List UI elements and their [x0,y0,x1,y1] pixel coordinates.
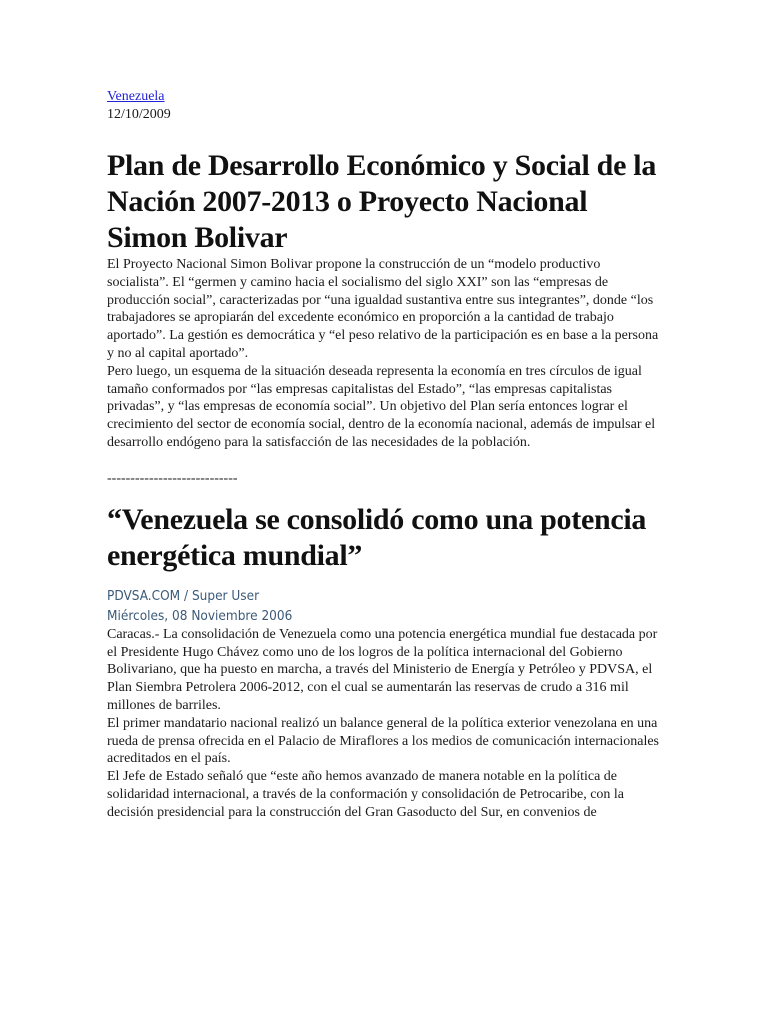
news-paragraph: Caracas.- La consolidación de Venezuela como una potencia energética mundial fue destacada por el Presidente Hugo Chávez como uno de los logros de la política internacional del Gobierno Bolivariano, que ha puesto en marcha, a través del Ministerio de Energía y Petróleo y PDVSA, el Plan Siembra Petrolera 2006-2012, con el cual se aumentarán las reservas de crudo a 316 mil millones de barriles. [107,626,658,713]
news-title: “Venezuela se consolidó como una potencia energética mundial” [107,502,647,572]
article-title: Plan de Desarrollo Económico y Social de la Nación 2007-2013 o Proyecto Nacional Simon Bolivar [107,149,657,254]
separator-line: ---------------------------- [107,470,238,486]
news-source: PDVSA.COM / Super User [107,587,260,604]
news-paragraph: El Jefe de Estado señaló que “este año hemos avanzado de manera notable en la política de solidaridad internacional, a través de la conformación y consolidación de Petrocaribe, con la decisión presidencial para la construcción del Gran Gasoducto del Sur, en convenios de [107,769,625,820]
news-meta [107,586,663,626]
news-date: Miércoles, 08 Noviembre 2006 [107,607,293,624]
post-date: 12/10/2009 [107,107,171,122]
article-paragraph: Pero luego, un esquema de la situación deseada representa la economía en tres círculos de igual tamaño conformados por “las empresas capitalistas del Estado”, “las empresas capitalistas privadas”, y “las empresas de economía social”. Un objetivo del Plan sería entonces lograr el crecimiento del sector de economía social, dentro de la economía nacional, además de impulsar el desarrollo endógeno para la satisfacción de las necesidades de la población. [107,363,656,450]
category-link[interactable]: Venezuela [107,89,165,104]
document-page [107,88,663,822]
news-paragraph: El primer mandatario nacional realizó un balance general de la política exterior venezolana en una rueda de prensa ofrecida en el Palacio de Miraflores a los medios de comunicación internacionales acreditados en el país. [107,715,659,767]
article-paragraph: El Proyecto Nacional Simon Bolivar propone la construcción de un “modelo productivo socialista”. El “germen y camino hacia el socialismo del siglo XXI” son las “empresas de producción social”, caracterizadas por “una igualdad sustantiva entre sus integrantes”, donde “los trabajadores se apropiarán del excedente económico en proporción a la cantidad de trabajo aportado”. La gestión es democrática y “el peso relativo de la participación es en base a la persona y no al capital aportado”. [107,257,659,361]
